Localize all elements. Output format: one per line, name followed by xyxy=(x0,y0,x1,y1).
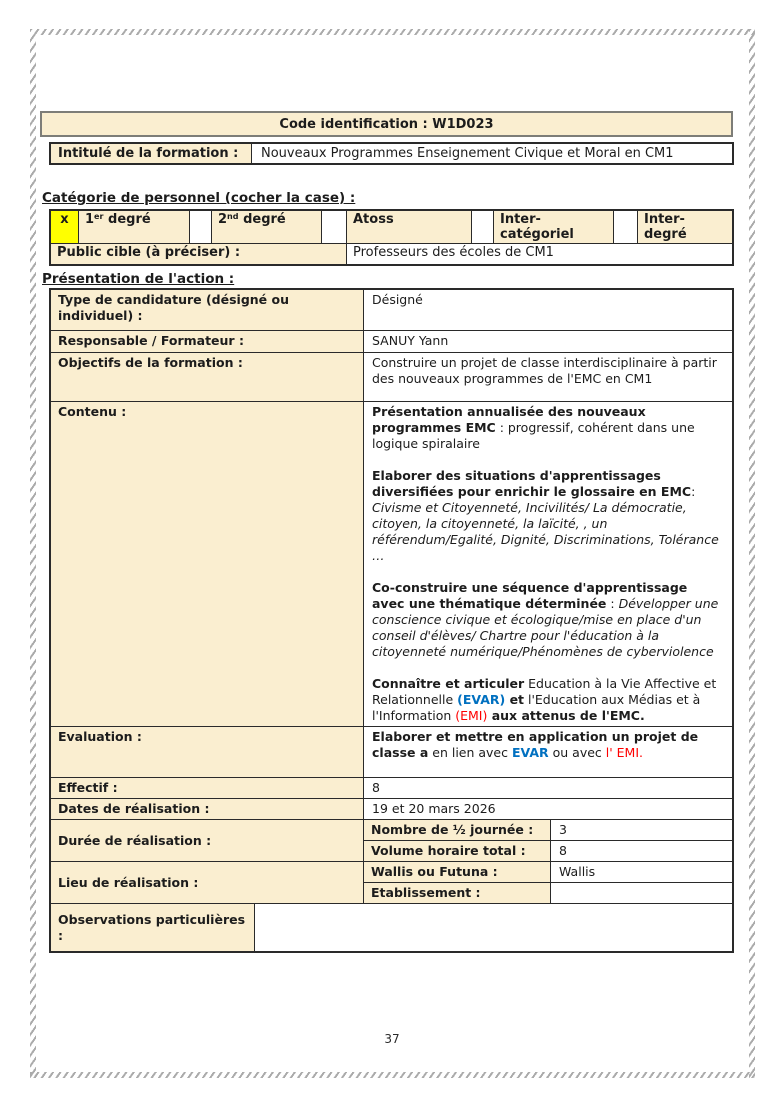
observations-value xyxy=(255,904,732,951)
objectifs-label: Objectifs de la formation : xyxy=(51,353,364,401)
effectif-value: 8 xyxy=(372,780,380,795)
wallis-ou-futuna-value: Wallis xyxy=(559,864,596,879)
subrow-nombre-demi-journee xyxy=(364,820,732,840)
code-identification-box xyxy=(40,111,733,137)
row-responsable xyxy=(51,330,732,352)
categorie-table xyxy=(49,209,734,266)
subrow-etablissement xyxy=(364,882,732,903)
contenu-value xyxy=(364,402,732,726)
etablissement-label: Etablissement : xyxy=(364,883,551,903)
duree-realisation-label: Durée de réalisation : xyxy=(51,820,364,861)
contenu-paragraph-3: Co-construire une séquence d'apprentissage avec une thématique déterminée : Développer une conscience civique et écologique/mise en place d'un conseil d'élèves/ Chartre pour l'éducation à la citoyenneté numérique/Phénomènes de cyberviolence xyxy=(372,580,719,659)
evaluation-value: Elaborer et mettre en application un projet de classe a en lien avec EVAR ou avec l' EMI. xyxy=(372,729,699,760)
row-objectifs xyxy=(51,352,732,401)
categorie-options-row xyxy=(51,211,732,243)
effectif-label: Effectif : xyxy=(51,778,364,798)
row-duree-realisation xyxy=(51,819,732,861)
check-cell-1er-degre: x xyxy=(51,211,78,243)
intitule-value: Nouveaux Programmes Enseignement Civique et Moral en CM1 xyxy=(261,146,674,161)
type-candidature-value: Désigné xyxy=(372,292,423,307)
row-dates-realisation xyxy=(51,798,732,819)
row-lieu-realisation xyxy=(51,861,732,903)
page-border-top xyxy=(30,29,755,35)
public-cible-value: Professeurs des écoles de CM1 xyxy=(346,244,732,264)
contenu-paragraph-4: Connaître et articuler Education à la Vie Affective et Relationnelle (EVAR) et l'Education aux Médias et à l'Information (EMI) aux attenus de l'EMC. xyxy=(372,676,717,723)
intitule-row xyxy=(49,142,734,165)
categorie-heading: Catégorie de personnel (cocher la case) : xyxy=(42,190,356,206)
volume-horaire-value: 8 xyxy=(559,843,567,858)
intitule-label: Intitulé de la formation : xyxy=(51,144,252,163)
contenu-paragraph-2: Elaborer des situations d'apprentissages diversifiées pour enrichir le glossaire en EMC: Civisme et Citoyenneté, Incivilités/ La démocratie, citoyen, la citoyenneté, la laïcité, , un référendum/Egalité, Dignité, Discriminations, Tolérance … xyxy=(372,468,719,563)
option-atoss: Atoss xyxy=(346,211,471,243)
contenu-label: Contenu : xyxy=(51,402,364,726)
check-cell-2nd-degre xyxy=(189,211,211,243)
option-inter-categoriel: Inter-catégoriel xyxy=(493,211,613,243)
etablissement-value xyxy=(551,883,732,903)
lieu-subtable xyxy=(364,862,732,903)
presentation-action-table xyxy=(49,288,734,953)
page-border-right xyxy=(749,29,755,1078)
nombre-demi-journee-label: Nombre de ½ journée : xyxy=(364,820,551,840)
dates-realisation-label: Dates de réalisation : xyxy=(51,799,364,819)
code-identification-text: Code identification : W1D023 xyxy=(279,116,494,132)
type-candidature-label: Type de candidature (désigné ou individuel) : xyxy=(51,290,364,330)
check-cell-inter-degre xyxy=(613,211,637,243)
objectifs-value: Construire un projet de classe interdisciplinaire à partir des nouveaux programmes de l'EMC en CM1 xyxy=(372,355,717,386)
contenu-paragraph-1: Présentation annualisée des nouveaux programmes EMC : progressif, cohérent dans une logique spiralaire xyxy=(372,404,695,451)
nombre-demi-journee-value: 3 xyxy=(559,822,567,837)
wallis-ou-futuna-label: Wallis ou Futuna : xyxy=(364,862,551,882)
presentation-action-heading: Présentation de l'action : xyxy=(42,271,235,287)
observations-label: Observations particulières : xyxy=(51,904,255,951)
option-2nd-degre: 2nd degré xyxy=(211,211,321,243)
evaluation-label: Evaluation : xyxy=(51,727,364,777)
option-1er-degre: 1er degré xyxy=(78,211,189,243)
lieu-realisation-label: Lieu de réalisation : xyxy=(51,862,364,903)
public-cible-row xyxy=(51,243,732,264)
page-number: 37 xyxy=(384,1032,400,1046)
row-effectif xyxy=(51,777,732,798)
subrow-volume-horaire xyxy=(364,840,732,861)
page-border-left xyxy=(30,29,36,1078)
row-evaluation xyxy=(51,726,732,777)
check-cell-atoss xyxy=(321,211,346,243)
dates-realisation-value: 19 et 20 mars 2026 xyxy=(372,801,496,816)
subrow-wallis-ou-futuna xyxy=(364,862,732,882)
responsable-label: Responsable / Formateur : xyxy=(51,331,364,352)
public-cible-label: Public cible (à préciser) : xyxy=(51,244,346,264)
duree-subtable xyxy=(364,820,732,861)
volume-horaire-label: Volume horaire total : xyxy=(364,841,551,861)
responsable-value: SANUY Yann xyxy=(372,333,449,348)
row-contenu xyxy=(51,401,732,726)
row-type-candidature xyxy=(51,290,732,330)
page-border-bottom xyxy=(30,1072,755,1078)
check-cell-inter-categoriel xyxy=(471,211,493,243)
row-observations xyxy=(51,903,732,951)
option-inter-degre: Inter-degré xyxy=(637,211,732,243)
